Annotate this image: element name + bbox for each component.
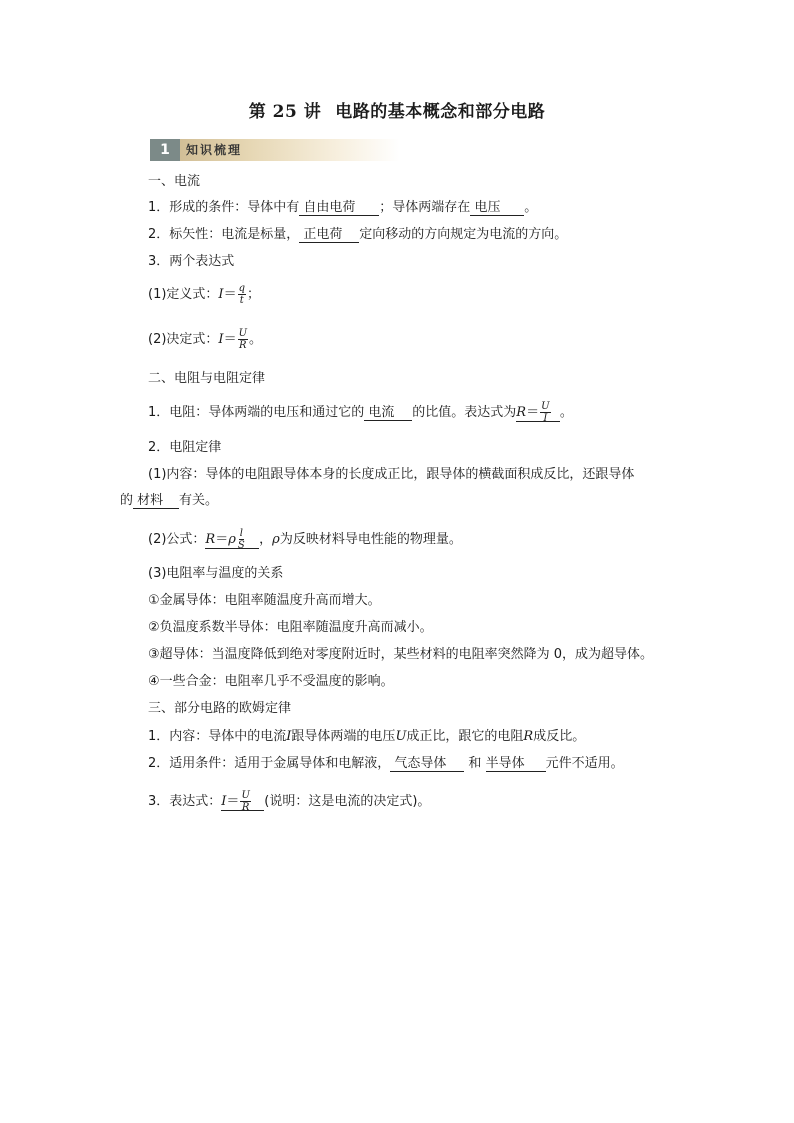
banner-number: 1 bbox=[160, 142, 170, 158]
fraction-u-over-r: $\frac{U}{R}$ bbox=[238, 328, 248, 351]
blank-free-charge: 自由电荷 bbox=[299, 200, 379, 216]
lecture-number: 第 25 讲 bbox=[248, 102, 322, 122]
line-law-content-cont: 的 材料 有关。 bbox=[120, 493, 219, 508]
formula-r-equals-rho-l-over-s: R＝ρ $\frac{l}{S}$ bbox=[205, 532, 259, 549]
fraction-q-over-t: $\frac{q}{t}$ bbox=[238, 283, 245, 306]
lecture-topic: 电路的基本概念和部分电路 bbox=[335, 102, 546, 122]
blank-gaseous-conductor: 气态导体 bbox=[390, 756, 464, 772]
line-formation-condition: 1．形成的条件：导体中有 自由电荷 ；导体两端存在 电压 。 bbox=[148, 200, 538, 215]
page-title bbox=[0, 97, 794, 122]
line-resistance-definition: 1．电阻：导体两端的电压和通过它的 电流 的比值。表达式为R＝ $\frac{U}{I}$ 。 bbox=[148, 401, 573, 424]
line-ohms-law-expression: 3．表达式：I＝ $\frac{U}{R}$ (说明：这是电流的决定式)。 bbox=[148, 790, 431, 813]
formula-i-equals-u-over-r: I＝ $\frac{U}{R}$ bbox=[221, 794, 264, 811]
line-metal-conductor: ①金属导体：电阻率随温度升高而增大。 bbox=[148, 593, 381, 608]
line-superconductor: ③超导体：当温度降低到绝对零度附近时，某些材料的电阻率突然降为 0，成为超导体。 bbox=[148, 647, 654, 662]
blank-positive-charge: 正电荷 bbox=[299, 227, 359, 243]
line-two-expressions: 3．两个表达式 bbox=[148, 254, 235, 269]
formula-r-equals-u-over-i: R＝ $\frac{U}{I}$ bbox=[516, 405, 560, 422]
line-resistance-law: 2．电阻定律 bbox=[148, 440, 222, 455]
line-resistivity-temperature: (3)电阻率与温度的关系 bbox=[148, 566, 284, 581]
banner-label: 知识梳理 bbox=[186, 143, 243, 157]
section-heading-ohms-law: 三、部分电路的欧姆定律 bbox=[148, 701, 292, 716]
line-scalar-vector: 2．标矢性：电流是标量， 正电荷 定向移动的方向规定为电流的方向。 bbox=[148, 227, 568, 242]
line-determination-formula: (2)决定式：I＝ $\frac{U}{R}$ 。 bbox=[148, 328, 263, 351]
blank-material: 材料 bbox=[133, 493, 179, 509]
section-heading-resistance: 二、电阻与电阻定律 bbox=[148, 371, 266, 386]
blank-current: 电流 bbox=[364, 405, 412, 421]
blank-semiconductor: 半导体 bbox=[486, 756, 546, 772]
line-definition-formula: (1)定义式：I＝ $\frac{q}{t}$ ； bbox=[148, 283, 260, 306]
section-heading-current: 一、电流 bbox=[148, 174, 201, 189]
line-law-formula: (2)公式：R＝ρ $\frac{l}{S}$ ，ρ为反映材料导电性能的物理量。 bbox=[148, 528, 462, 551]
line-ohms-law-content: 1．内容：导体中的电流I跟导体两端的电压U成正比，跟它的电阻R成反比。 bbox=[148, 729, 586, 744]
line-ntc-semiconductor: ②负温度系数半导体：电阻率随温度升高而减小。 bbox=[148, 620, 433, 635]
blank-voltage: 电压 bbox=[470, 200, 524, 216]
line-law-content: (1)内容：导体的电阻跟导体本身的长度成正比，跟导体的横截面积成反比，还跟导体 bbox=[148, 467, 635, 482]
line-alloys: ④一些合金：电阻率几乎不受温度的影响。 bbox=[148, 674, 394, 689]
line-applicable-conditions: 2．适用条件：适用于金属导体和电解液， 气态导体 和 半导体 元件不适用。 bbox=[148, 756, 624, 771]
